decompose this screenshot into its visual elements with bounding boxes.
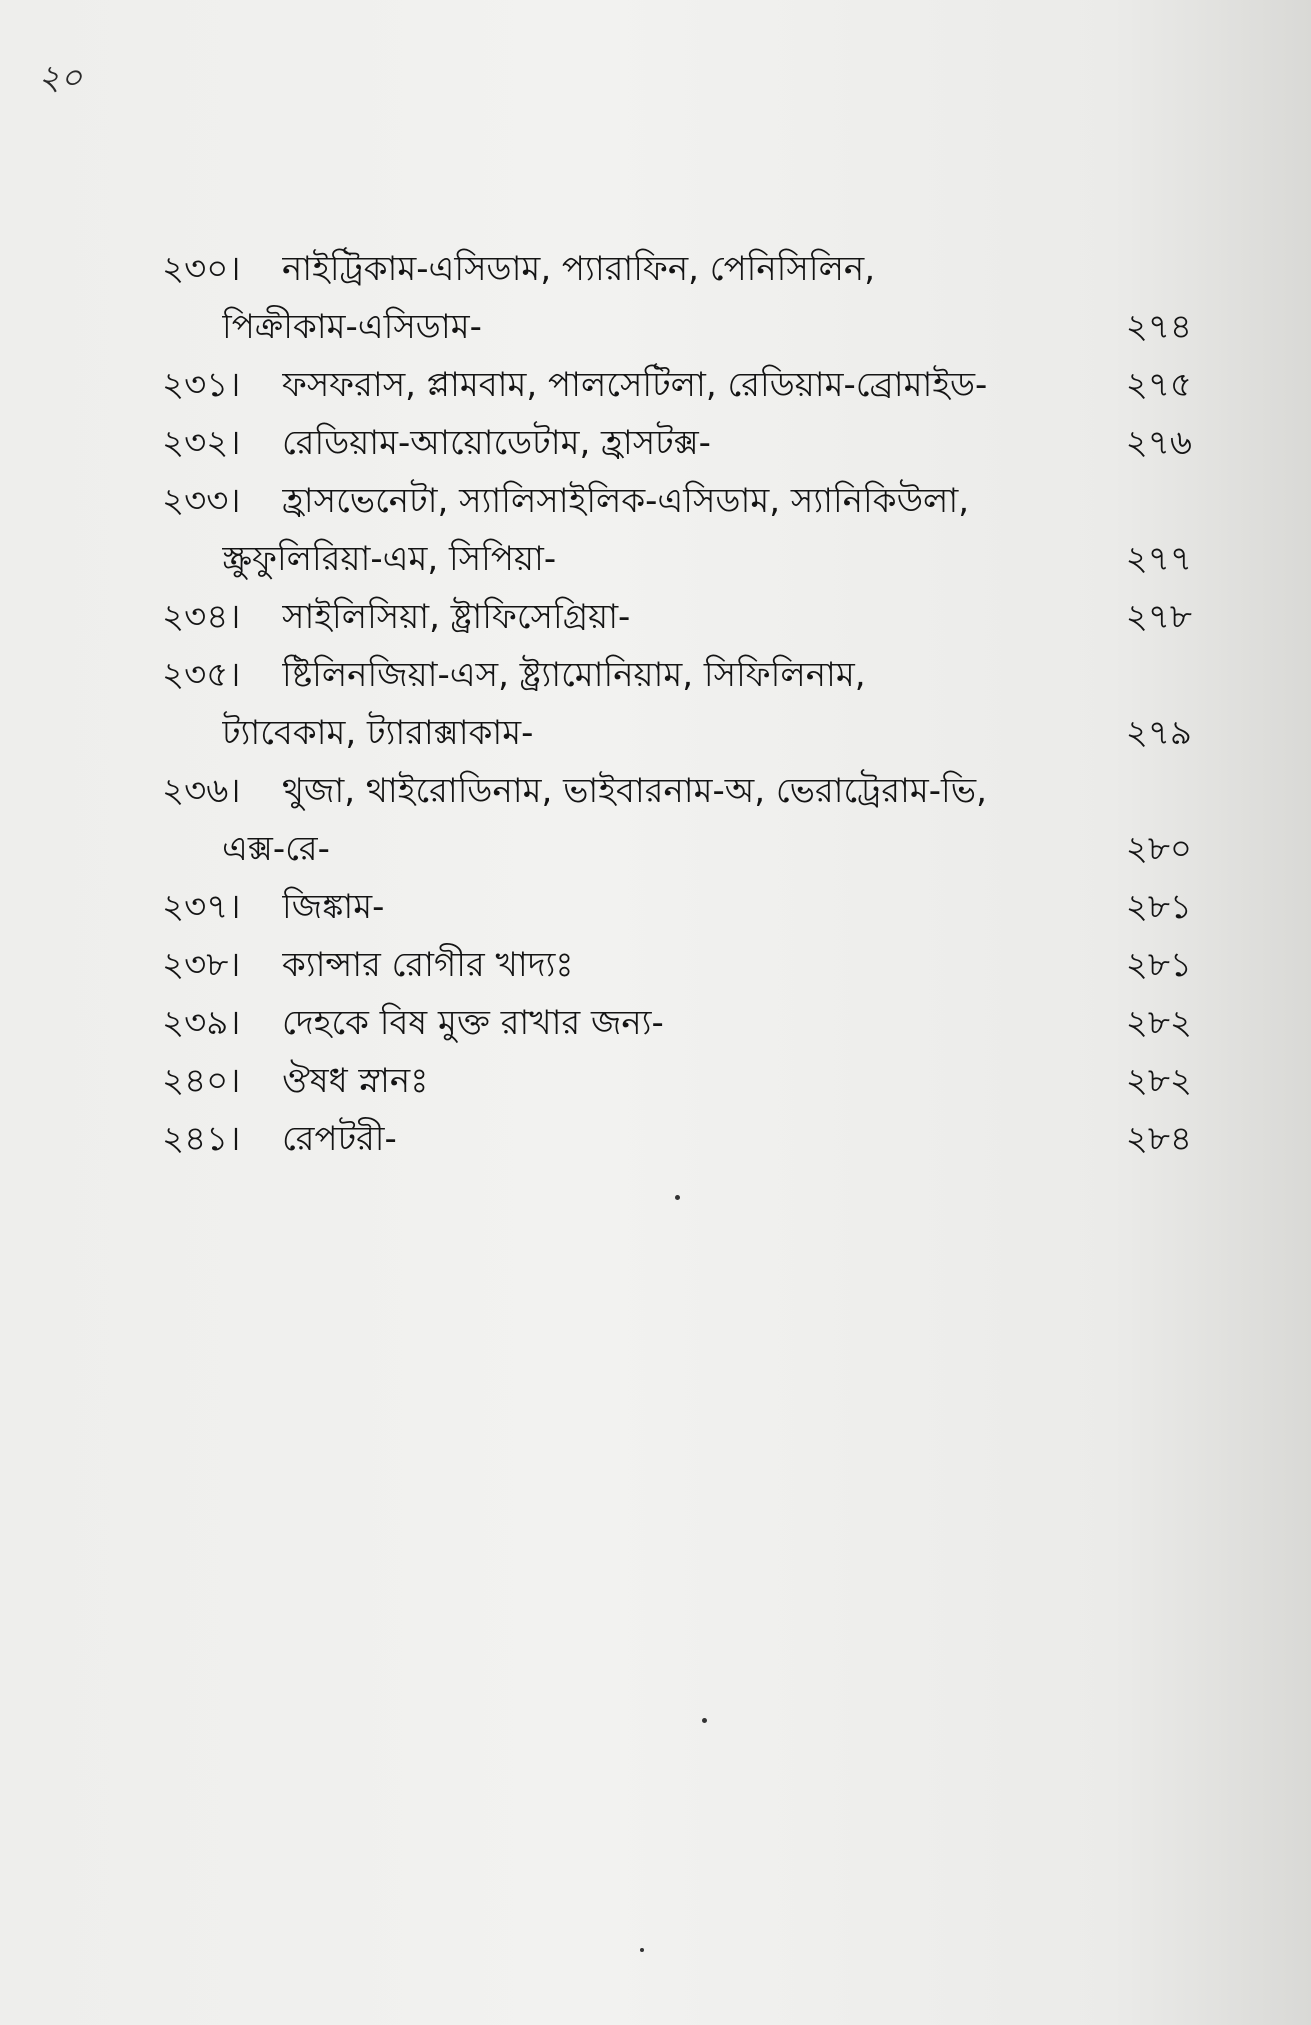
entry-title: ঔষধ স্নানঃ	[282, 1061, 429, 1101]
toc-entry-line	[162, 414, 1192, 472]
toc-entry-line	[162, 646, 1192, 704]
entry-page-number: ২৭৪	[1125, 307, 1192, 347]
entry-number: ২৩১।	[162, 365, 241, 405]
toc-entry	[162, 588, 1192, 646]
entry-number: ২৩৩।	[162, 481, 241, 521]
toc-entry-continuation	[162, 298, 1192, 356]
entry-title: জিঙ্কাম-	[282, 887, 385, 927]
toc-entry	[162, 646, 1192, 762]
entry-page-number: ২৮০	[1125, 829, 1192, 869]
toc-entry-line	[162, 1052, 1192, 1110]
entry-number: ২৪১।	[162, 1119, 241, 1159]
entry-title: রেপটরী-	[282, 1119, 397, 1159]
entry-page-number: ২৭৭	[1125, 539, 1192, 579]
toc-entry	[162, 878, 1192, 936]
entry-number: ২৩৬।	[162, 771, 241, 811]
toc-entry	[162, 1052, 1192, 1110]
page-number: ২০	[38, 58, 83, 98]
toc-entry	[162, 1110, 1192, 1168]
toc-entry-line	[162, 878, 1192, 936]
entry-page-number: ২৭৮	[1125, 597, 1192, 637]
entry-number: ২৩৭।	[162, 887, 241, 927]
toc-entry-line	[162, 994, 1192, 1052]
toc-entry-line	[162, 588, 1192, 646]
entry-title: ফসফরাস, প্লামবাম, পালসেটিলা, রেডিয়াম-ব্রোমাইড-	[282, 365, 988, 405]
toc-entry	[162, 994, 1192, 1052]
entry-title: ট্যাবেকাম, ট্যারাক্সাকাম-	[222, 713, 534, 753]
entry-title: রেডিয়াম-আয়োডেটাম, হ্রাসটক্স-	[282, 423, 711, 463]
entry-page-number: ২৭৯	[1125, 713, 1192, 753]
toc-entry-line	[162, 1110, 1192, 1168]
entry-number: ২৪০।	[162, 1061, 241, 1101]
toc-entry-continuation	[162, 530, 1192, 588]
toc-entry	[162, 936, 1192, 994]
entry-title: পিক্রীকাম-এসিডাম-	[222, 307, 482, 347]
entry-title: দেহকে বিষ মুক্ত রাখার জন্য-	[282, 1003, 664, 1043]
toc-entry-line	[162, 472, 1192, 530]
toc-entry	[162, 472, 1192, 588]
entry-page-number: ২৮৪	[1125, 1119, 1192, 1159]
toc-entry-continuation	[162, 704, 1192, 762]
entry-number: ২৩২।	[162, 423, 241, 463]
entry-page-number: ২৮২	[1125, 1061, 1192, 1101]
toc-entry	[162, 414, 1192, 472]
entry-page-number: ২৭৬	[1125, 423, 1192, 463]
entry-page-number: ২৮২	[1125, 1003, 1192, 1043]
toc-entry-continuation	[162, 820, 1192, 878]
toc-entry-line	[162, 936, 1192, 994]
entry-title: ষ্টিলিনজিয়া-এস, ষ্ট্র্যামোনিয়াম, সিফিলিনাম,	[282, 655, 866, 695]
entry-number: ২৩০।	[162, 249, 241, 289]
entry-page-number: ২৮১	[1125, 945, 1192, 985]
toc-entry	[162, 240, 1192, 356]
entry-page-number: ২৭৫	[1125, 365, 1192, 405]
entry-title: এক্স-রে-	[222, 829, 330, 869]
entry-title: থুজা, থাইরোডিনাম, ভাইবারনাম-অ, ভেরাট্রেরাম-ভি,	[282, 771, 987, 811]
entry-title: স্ক্রুফুলিরিয়া-এম, সিপিয়া-	[222, 539, 557, 579]
toc-entry-line	[162, 240, 1192, 298]
entry-number: ২৩৫।	[162, 655, 241, 695]
entry-page-number: ২৮১	[1125, 887, 1192, 927]
entry-title: হ্রাসভেনেটা, স্যালিসাইলিক-এসিডাম, স্যানিকিউলা,	[282, 481, 970, 521]
speck	[640, 1948, 644, 1952]
entry-number: ২৩৮।	[162, 945, 241, 985]
entry-number: ২৩৯।	[162, 1003, 241, 1043]
toc-entry-line	[162, 356, 1192, 414]
table-of-contents	[162, 240, 1192, 1168]
entry-title: সাইলিসিয়া, ষ্ট্রাফিসেগ্রিয়া-	[282, 597, 631, 637]
speck	[702, 1718, 707, 1723]
entry-title: নাইট্রিকাম-এসিডাম, প্যারাফিন, পেনিসিলিন,	[282, 249, 876, 289]
toc-entry	[162, 356, 1192, 414]
speck	[675, 1195, 680, 1200]
toc-entry	[162, 762, 1192, 878]
entry-title: ক্যান্সার রোগীর খাদ্যঃ	[282, 945, 574, 985]
toc-entry-line	[162, 762, 1192, 820]
entry-number: ২৩৪।	[162, 597, 241, 637]
